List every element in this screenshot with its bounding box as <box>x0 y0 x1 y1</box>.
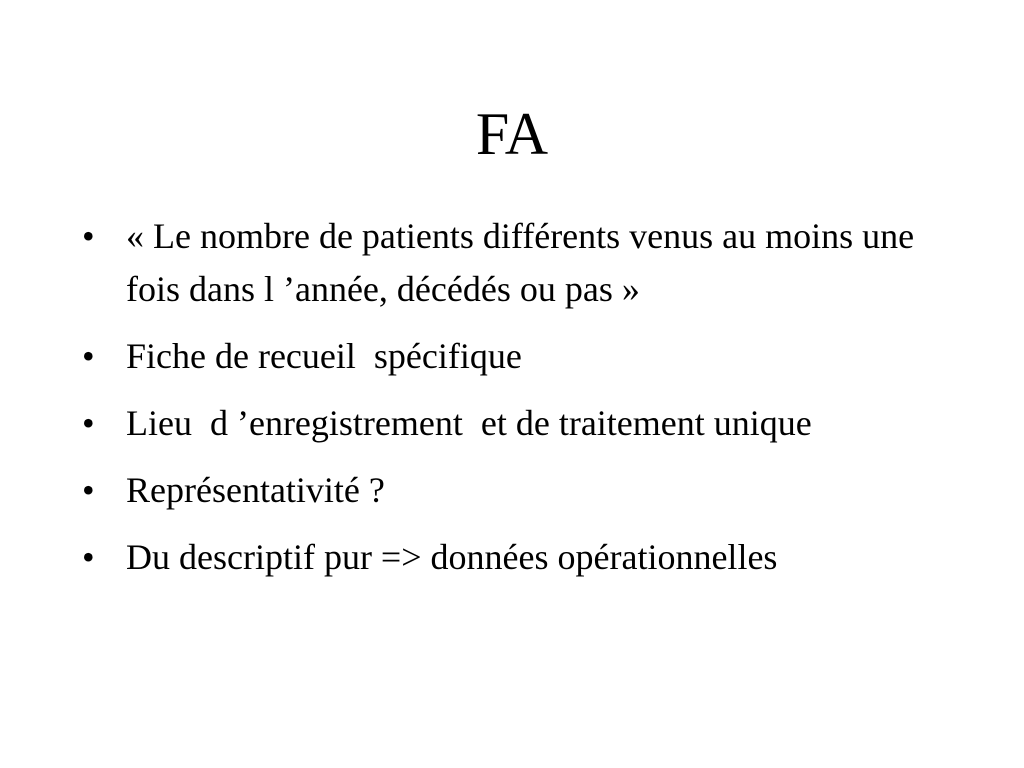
bullet-text: Fiche de recueil spécifique <box>126 336 522 376</box>
bullet-icon: • <box>82 470 95 510</box>
bullet-icon: • <box>82 537 95 577</box>
bullet-item-fiche <box>82 330 962 383</box>
bullet-icon: • <box>82 336 95 376</box>
bullet-text: « Le nombre de patients différents venus au moins une fois dans l ’année, décédés ou pas » <box>126 216 915 309</box>
bullet-text: Du descriptif pur => données opérationnelles <box>126 537 778 577</box>
bullet-item-lieu <box>82 397 962 450</box>
bullet-text: Lieu d ’enregistrement et de traitement unique <box>126 403 812 443</box>
bullet-text: Représentativité ? <box>126 470 385 510</box>
bullet-icon: • <box>82 216 95 256</box>
bullet-icon: • <box>82 403 95 443</box>
bullet-item-representativite <box>82 464 962 517</box>
bullet-item-descriptif <box>82 531 962 584</box>
bullet-item-definition <box>82 210 962 316</box>
bullet-list <box>82 210 962 598</box>
slide-title: FA <box>475 101 549 167</box>
